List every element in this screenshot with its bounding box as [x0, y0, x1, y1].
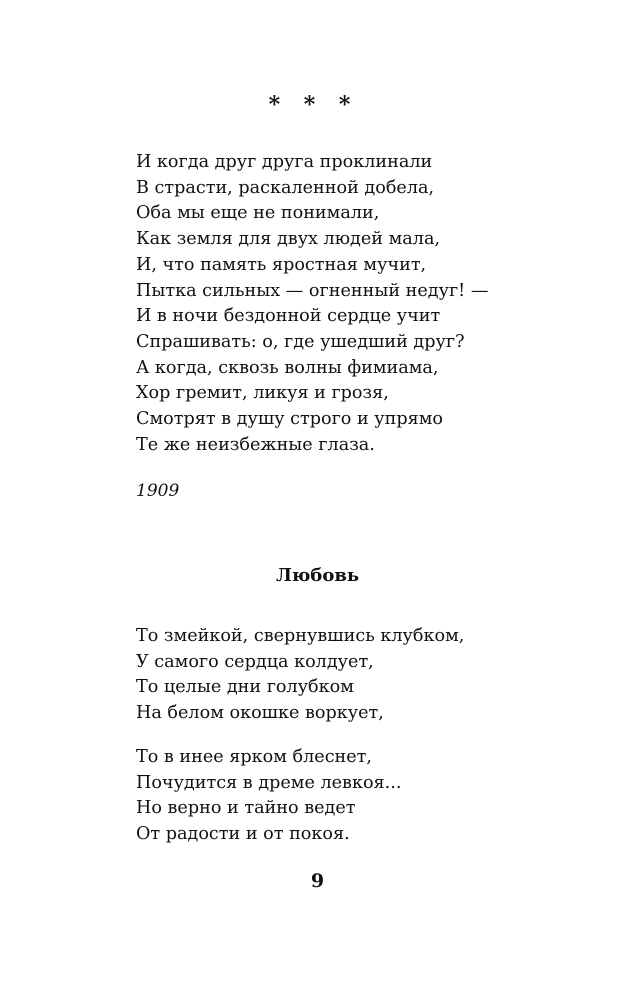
- poem-2-stanza-1: [136, 624, 464, 727]
- poem-2-stanza-2: [136, 745, 401, 848]
- poem-line: И когда друг друга проклинали: [136, 152, 433, 172]
- poem-1-stanza: [136, 150, 488, 458]
- poem-line: Пытка сильных — огненный недуг! —: [136, 280, 489, 301]
- poem-1-date: 1909: [136, 481, 180, 501]
- page-number: 9: [310, 870, 325, 892]
- poem-line: То змейкой, свернувшись клубком,: [136, 626, 465, 646]
- poem-separator-asterisks: * * *: [268, 92, 359, 118]
- poem-line: А когда, сквозь волны фимиама,: [136, 357, 439, 378]
- poem-line: В страсти, раскаленной добела,: [136, 177, 435, 198]
- poem-line: Почудится в дреме левкоя...: [136, 772, 402, 793]
- poem-line: На белом окошке воркует,: [136, 703, 384, 724]
- poem-line: У самого сердца колдует,: [136, 651, 374, 672]
- poem-line: Оба мы еще не понимали,: [136, 203, 380, 224]
- poem-2-title: Любовь: [275, 565, 360, 586]
- poem-line: И в ночи бездонной сердце учит: [136, 306, 441, 327]
- poem-line: От радости и от покоя.: [136, 824, 350, 845]
- poem-line: Те же неизбежные глаза.: [136, 434, 375, 455]
- poem-line: И, что память яростная мучит,: [136, 254, 427, 275]
- poem-line: Но верно и тайно ведет: [136, 798, 356, 819]
- poem-line: То целые дни голубком: [136, 677, 354, 698]
- poem-line: Хор гремит, ликуя и грозя,: [136, 383, 389, 404]
- poem-line: Как земля для двух людей мала,: [136, 229, 441, 250]
- poem-line: То в инее ярком блеснет,: [136, 747, 373, 767]
- poem-line: Смотрят в душу строго и упрямо: [136, 409, 444, 430]
- poem-line: Спрашивать: о, где ушедший друг?: [136, 331, 465, 352]
